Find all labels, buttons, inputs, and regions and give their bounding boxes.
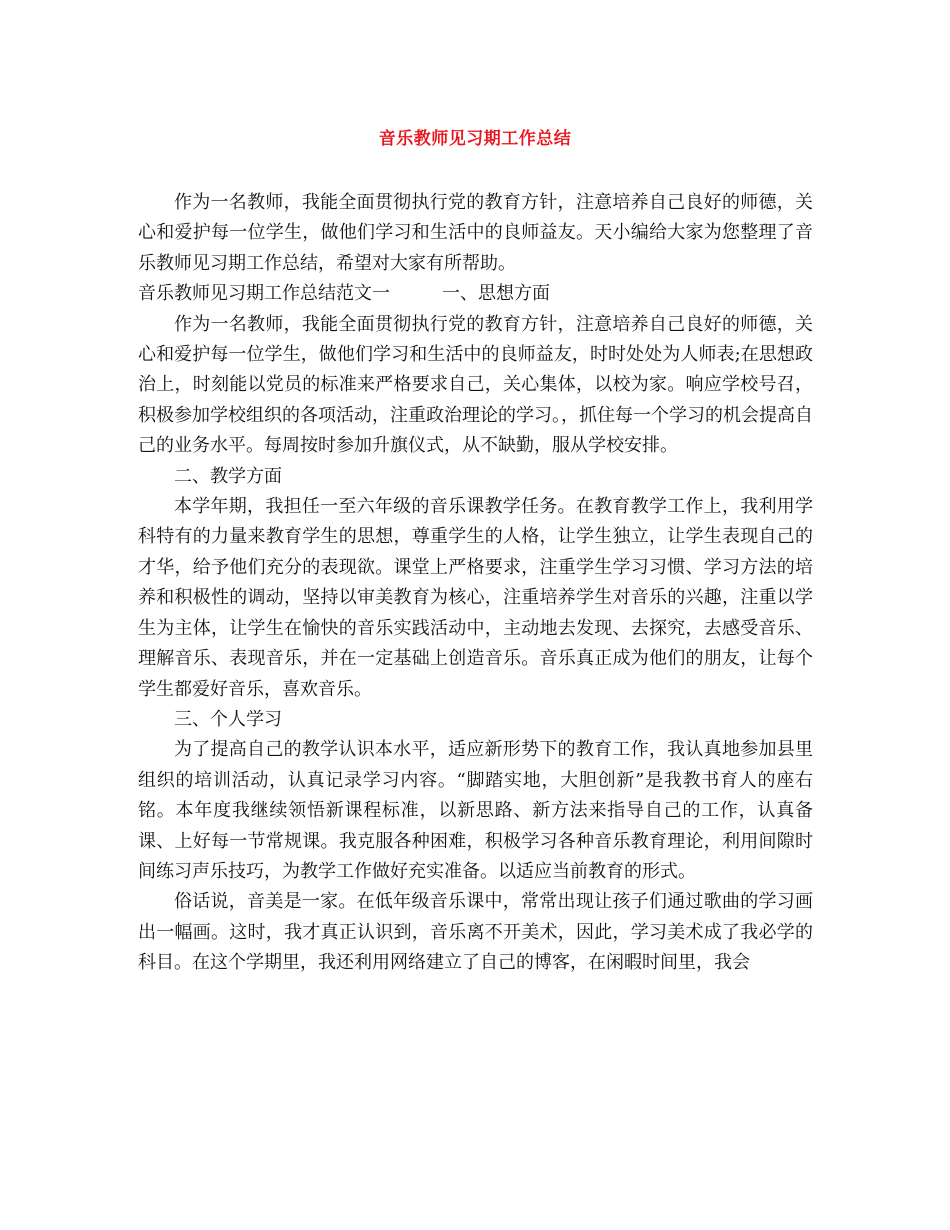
section3-paragraph-2: 俗话说，音美是一家。在低年级音乐课中，常常出现让孩子们通过歌曲的学习画出一幅画。这时，我才真正认识到，音乐离不开美术，因此，学习美术成了我必学的科目。在这个学期里，我还利用网络建立了自己的博客，在闲暇时间里，我会 (138, 891, 813, 974)
document-title: 音乐教师见习期工作总结 (378, 129, 572, 149)
section1-heading: 一、思想方面 (442, 283, 550, 305)
intro-paragraph: 作为一名教师，我能全面贯彻执行党的教育方针，注意培养自己良好的师德，关心和爱护每一位学生，做他们学习和生活中的良师益友。天小编给大家为您整理了音乐教师见习期工作总结，希望对大家有所帮助。 (138, 192, 813, 274)
document-body (138, 188, 813, 979)
section2-paragraph: 本学年期，我担任一至六年级的音乐课教学任务。在教育教学工作上，我利用学科特有的力量来教育学生的思想，尊重学生的人格，让学生独立，让学生表现自己的才华，给予他们充分的表现欲。课堂上严格要求，注重学生学习习惯、学习方法的培养和积极性的调动，坚持以审美教育为核心，注重培养学生对音乐的兴趣，注重以学生为主体，让学生在愉快的音乐实践活动中，主动地去发现、去探究，去感受音乐、理解音乐、表现音乐，并在一定基础上创造音乐。音乐真正成为他们的朋友，让每个学生都爱好音乐，喜欢音乐。 (138, 496, 813, 700)
section3-heading: 三、个人学习 (174, 708, 282, 730)
section3-paragraph-1: 为了提高自己的教学认识本水平，适应新形势下的教育工作，我认真地参加县里组织的培训活动，认真记录学习内容。“脚踏实地，大胆创新”是我教书育人的座右铭。本年度我继续领悟新课程标准，以新思路、新方法来指导自己的工作，认真备课、上好每一节常规课。我克服各种困难，积极学习各种音乐教育理论，利用间隙时间练习声乐技巧，为教学工作做好充实准备。以适应当前教育的形式。 (138, 739, 813, 882)
section1-paragraph: 作为一名教师，我能全面贯彻执行党的教育方针，注意培养自己良好的师德，关心和爱护每一位学生，做他们学习和生活中的良师益友，时时处处为人师表;在思想政治上，时刻能以党员的标准来严格要求自己，关心集体，以校为家。响应学校号召，积极参加学校组织的各项活动，注重政治理论的学习。，抓住每一个学习的机会提高自己的业务水平。每周按时参加升旗仪式，从不缺勤，服从学校安排。 (138, 313, 813, 457)
sample-heading: 音乐教师见习期工作总结范文一 (138, 283, 390, 305)
sample-heading-line (138, 279, 813, 309)
section2-heading: 二、教学方面 (174, 465, 282, 487)
